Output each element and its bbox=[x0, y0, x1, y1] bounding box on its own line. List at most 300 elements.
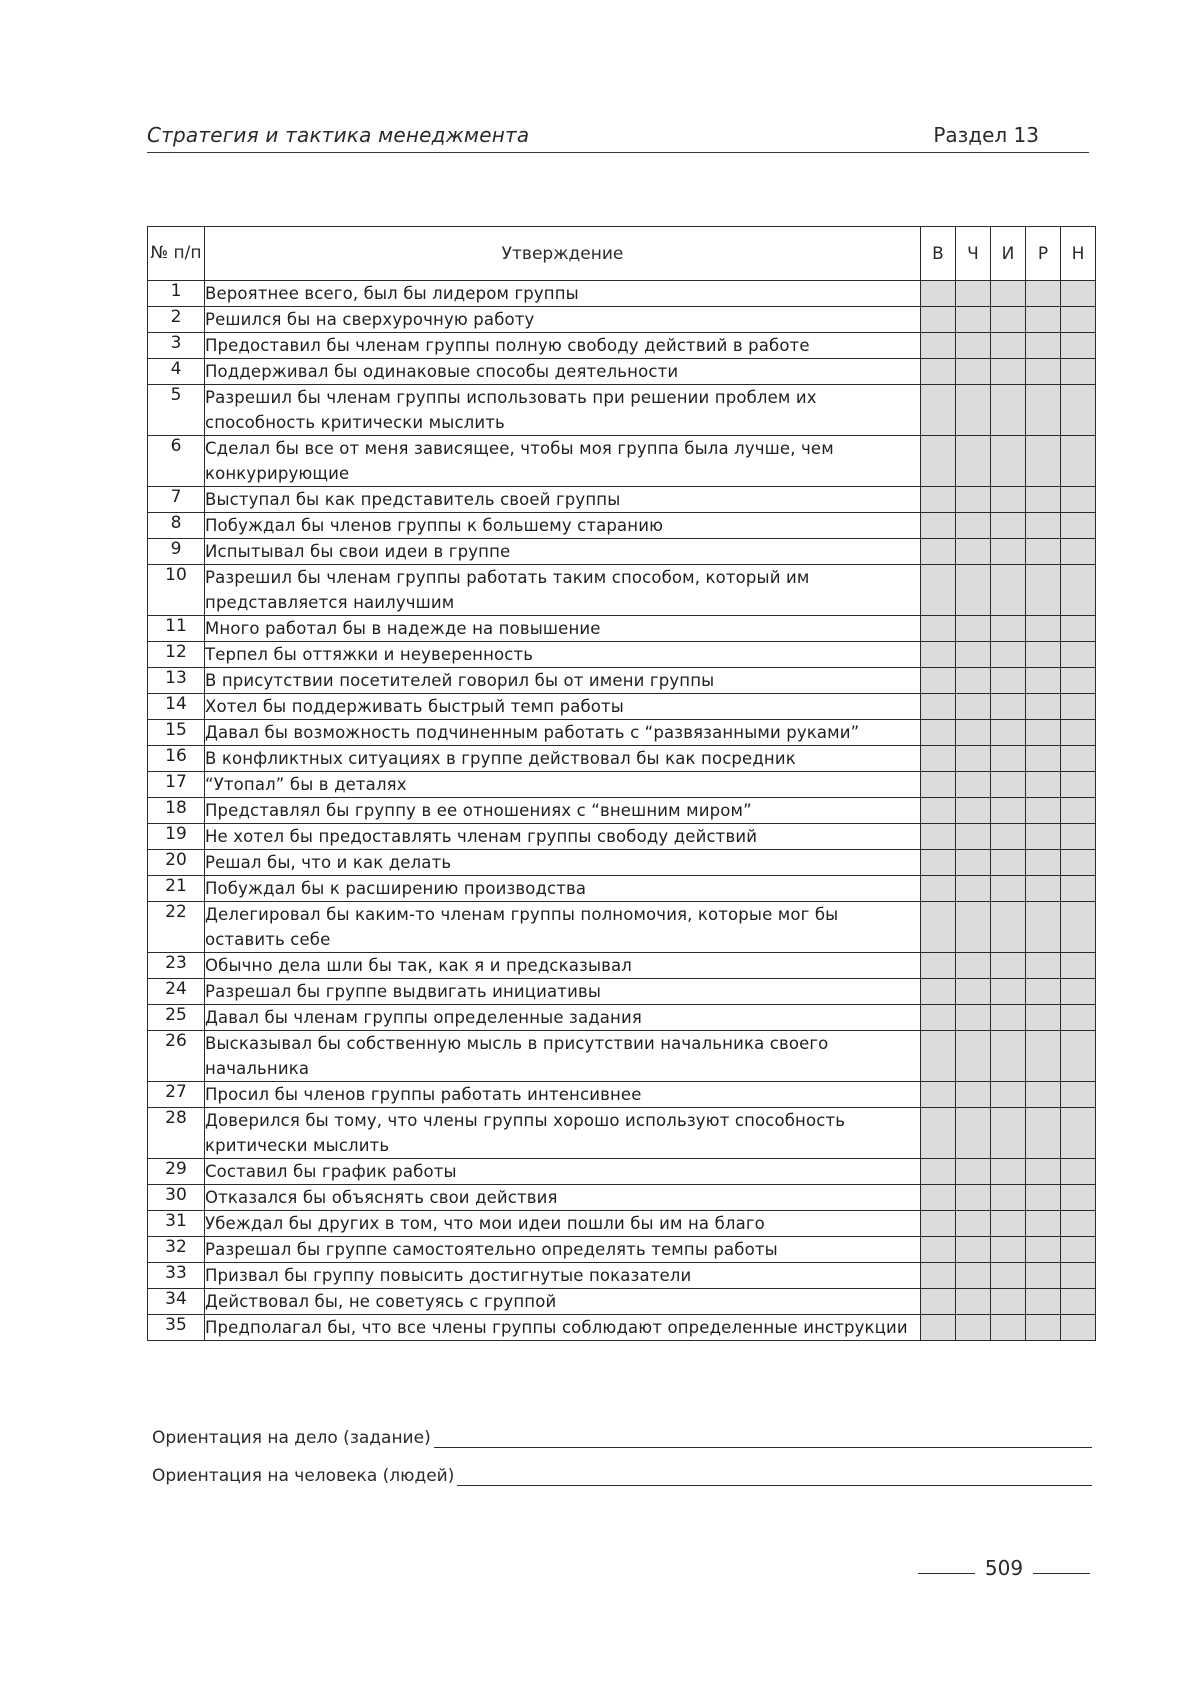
row-number: 1 bbox=[148, 281, 205, 307]
answer-cell-i[interactable] bbox=[991, 1263, 1026, 1289]
answer-cell-r[interactable] bbox=[1026, 1315, 1061, 1341]
answer-cell-r[interactable] bbox=[1026, 1031, 1061, 1082]
answer-cell-r[interactable] bbox=[1026, 1108, 1061, 1159]
table-row bbox=[148, 1263, 1096, 1289]
answer-cell-i[interactable] bbox=[991, 1082, 1026, 1108]
answer-cell-n[interactable] bbox=[1061, 333, 1096, 359]
row-number: 6 bbox=[148, 436, 205, 487]
answer-cell-ch[interactable] bbox=[956, 513, 991, 539]
row-number: 32 bbox=[148, 1237, 205, 1263]
answer-cell-r[interactable] bbox=[1026, 1211, 1061, 1237]
answer-cell-ch[interactable] bbox=[956, 385, 991, 436]
row-number: 16 bbox=[148, 746, 205, 772]
answer-cell-i[interactable] bbox=[991, 513, 1026, 539]
row-number: 13 bbox=[148, 668, 205, 694]
answer-cell-v[interactable] bbox=[921, 436, 956, 487]
task-orientation-label: Ориентация на дело (задание) bbox=[152, 1428, 431, 1448]
answer-cell-n[interactable] bbox=[1061, 694, 1096, 720]
statement-text: Не хотел бы предоставлять членам группы свободу действий bbox=[205, 824, 921, 850]
answer-cell-v[interactable] bbox=[921, 1211, 956, 1237]
answer-cell-i[interactable] bbox=[991, 359, 1026, 385]
row-number: 22 bbox=[148, 902, 205, 953]
answer-cell-i[interactable] bbox=[991, 876, 1026, 902]
answer-cell-ch[interactable] bbox=[956, 772, 991, 798]
answer-cell-n[interactable] bbox=[1061, 1159, 1096, 1185]
answer-cell-n[interactable] bbox=[1061, 824, 1096, 850]
answer-cell-i[interactable] bbox=[991, 798, 1026, 824]
answer-cell-v[interactable] bbox=[921, 850, 956, 876]
table-row bbox=[148, 1159, 1096, 1185]
answer-cell-v[interactable] bbox=[921, 307, 956, 333]
answer-cell-v[interactable] bbox=[921, 902, 956, 953]
answer-cell-ch[interactable] bbox=[956, 436, 991, 487]
statement-text: Сделал бы все от меня зависящее, чтобы моя группа была лучше, чем конкурирующие bbox=[205, 436, 921, 487]
statement-column-header: Утверждение bbox=[205, 227, 921, 281]
answer-cell-n[interactable] bbox=[1061, 668, 1096, 694]
answer-header-ch: Ч bbox=[956, 227, 991, 281]
answer-cell-v[interactable] bbox=[921, 1315, 956, 1341]
answer-cell-n[interactable] bbox=[1061, 385, 1096, 436]
answer-cell-n[interactable] bbox=[1061, 436, 1096, 487]
answer-cell-v[interactable] bbox=[921, 333, 956, 359]
answer-cell-r[interactable] bbox=[1026, 565, 1061, 616]
answer-cell-ch[interactable] bbox=[956, 798, 991, 824]
answer-cell-v[interactable] bbox=[921, 565, 956, 616]
answer-cell-r[interactable] bbox=[1026, 1237, 1061, 1263]
table-row bbox=[148, 902, 1096, 953]
answer-cell-ch[interactable] bbox=[956, 979, 991, 1005]
answer-cell-ch[interactable] bbox=[956, 720, 991, 746]
table-row bbox=[148, 746, 1096, 772]
answer-cell-r[interactable] bbox=[1026, 642, 1061, 668]
answer-cell-i[interactable] bbox=[991, 979, 1026, 1005]
answer-header-r: Р bbox=[1026, 227, 1061, 281]
row-number: 17 bbox=[148, 772, 205, 798]
answer-cell-i[interactable] bbox=[991, 1108, 1026, 1159]
answer-cell-r[interactable] bbox=[1026, 436, 1061, 487]
row-number: 12 bbox=[148, 642, 205, 668]
answer-cell-ch[interactable] bbox=[956, 824, 991, 850]
statement-text: Разрешил бы членам группы использовать при решении проблем их способность критически мыслить bbox=[205, 385, 921, 436]
answer-cell-ch[interactable] bbox=[956, 1031, 991, 1082]
statement-text: Разрешал бы группе выдвигать инициативы bbox=[205, 979, 921, 1005]
answer-cell-n[interactable] bbox=[1061, 539, 1096, 565]
answer-cell-n[interactable] bbox=[1061, 487, 1096, 513]
row-number: 9 bbox=[148, 539, 205, 565]
row-number: 25 bbox=[148, 1005, 205, 1031]
answer-cell-r[interactable] bbox=[1026, 487, 1061, 513]
answer-cell-i[interactable] bbox=[991, 746, 1026, 772]
answer-cell-v[interactable] bbox=[921, 1237, 956, 1263]
row-number: 33 bbox=[148, 1263, 205, 1289]
answer-cell-r[interactable] bbox=[1026, 539, 1061, 565]
page-footer bbox=[918, 1555, 1090, 1581]
answer-cell-r[interactable] bbox=[1026, 333, 1061, 359]
answer-cell-i[interactable] bbox=[991, 1185, 1026, 1211]
statement-text: В присутствии посетителей говорил бы от имени группы bbox=[205, 668, 921, 694]
answer-cell-v[interactable] bbox=[921, 720, 956, 746]
answer-cell-r[interactable] bbox=[1026, 307, 1061, 333]
answer-cell-ch[interactable] bbox=[956, 333, 991, 359]
answer-cell-r[interactable] bbox=[1026, 359, 1061, 385]
answer-cell-v[interactable] bbox=[921, 746, 956, 772]
statement-text: Решился бы на сверхурочную работу bbox=[205, 307, 921, 333]
answer-cell-ch[interactable] bbox=[956, 359, 991, 385]
answer-cell-n[interactable] bbox=[1061, 307, 1096, 333]
answer-cell-ch[interactable] bbox=[956, 876, 991, 902]
answer-cell-n[interactable] bbox=[1061, 359, 1096, 385]
table-row bbox=[148, 694, 1096, 720]
answer-cell-n[interactable] bbox=[1061, 979, 1096, 1005]
row-number: 34 bbox=[148, 1289, 205, 1315]
answer-cell-r[interactable] bbox=[1026, 824, 1061, 850]
table-row bbox=[148, 333, 1096, 359]
answer-cell-r[interactable] bbox=[1026, 1289, 1061, 1315]
answer-cell-n[interactable] bbox=[1061, 1082, 1096, 1108]
answer-cell-ch[interactable] bbox=[956, 1082, 991, 1108]
statement-text: Хотел бы поддерживать быстрый темп работы bbox=[205, 694, 921, 720]
answer-cell-r[interactable] bbox=[1026, 1082, 1061, 1108]
table-row bbox=[148, 1082, 1096, 1108]
answer-cell-ch[interactable] bbox=[956, 1211, 991, 1237]
footer-rule-right bbox=[1033, 1573, 1090, 1574]
answer-cell-ch[interactable] bbox=[956, 1289, 991, 1315]
answer-cell-v[interactable] bbox=[921, 642, 956, 668]
answer-cell-n[interactable] bbox=[1061, 1315, 1096, 1341]
answer-cell-n[interactable] bbox=[1061, 1237, 1096, 1263]
answer-cell-v[interactable] bbox=[921, 1031, 956, 1082]
answer-cell-n[interactable] bbox=[1061, 902, 1096, 953]
table-row bbox=[148, 436, 1096, 487]
answer-cell-i[interactable] bbox=[991, 1289, 1026, 1315]
answer-cell-r[interactable] bbox=[1026, 772, 1061, 798]
table-header-row bbox=[148, 227, 1096, 281]
answer-cell-i[interactable] bbox=[991, 902, 1026, 953]
section-label: Раздел 13 bbox=[933, 123, 1039, 147]
answer-cell-v[interactable] bbox=[921, 616, 956, 642]
answer-cell-ch[interactable] bbox=[956, 1237, 991, 1263]
answer-cell-v[interactable] bbox=[921, 1185, 956, 1211]
statement-text: Давал бы членам группы определенные задания bbox=[205, 1005, 921, 1031]
answer-header-v: В bbox=[921, 227, 956, 281]
table-row bbox=[148, 1289, 1096, 1315]
answer-cell-r[interactable] bbox=[1026, 850, 1061, 876]
row-number: 2 bbox=[148, 307, 205, 333]
answer-cell-i[interactable] bbox=[991, 487, 1026, 513]
answer-cell-n[interactable] bbox=[1061, 281, 1096, 307]
answer-cell-v[interactable] bbox=[921, 979, 956, 1005]
statement-text: Составил бы график работы bbox=[205, 1159, 921, 1185]
answer-cell-ch[interactable] bbox=[956, 307, 991, 333]
answer-cell-r[interactable] bbox=[1026, 513, 1061, 539]
row-number: 5 bbox=[148, 385, 205, 436]
answer-cell-v[interactable] bbox=[921, 694, 956, 720]
row-number: 28 bbox=[148, 1108, 205, 1159]
statement-text: Действовал бы, не советуясь с группой bbox=[205, 1289, 921, 1315]
answer-cell-r[interactable] bbox=[1026, 668, 1061, 694]
table-row bbox=[148, 1315, 1096, 1341]
page-header bbox=[147, 118, 1089, 153]
statement-text: Побуждал бы членов группы к большему старанию bbox=[205, 513, 921, 539]
row-number: 24 bbox=[148, 979, 205, 1005]
table-row bbox=[148, 539, 1096, 565]
answer-cell-n[interactable] bbox=[1061, 720, 1096, 746]
answer-cell-v[interactable] bbox=[921, 1289, 956, 1315]
table-row bbox=[148, 668, 1096, 694]
row-number: 7 bbox=[148, 487, 205, 513]
row-number: 21 bbox=[148, 876, 205, 902]
statement-text: Высказывал бы собственную мысль в присутствии начальника своего начальника bbox=[205, 1031, 921, 1082]
answer-cell-v[interactable] bbox=[921, 953, 956, 979]
answer-cell-i[interactable] bbox=[991, 1005, 1026, 1031]
answer-cell-i[interactable] bbox=[991, 850, 1026, 876]
answer-cell-ch[interactable] bbox=[956, 281, 991, 307]
answer-cell-ch[interactable] bbox=[956, 642, 991, 668]
answer-cell-r[interactable] bbox=[1026, 1185, 1061, 1211]
statement-text: В конфликтных ситуациях в группе действовал бы как посредник bbox=[205, 746, 921, 772]
answer-cell-i[interactable] bbox=[991, 307, 1026, 333]
row-number: 29 bbox=[148, 1159, 205, 1185]
answer-cell-ch[interactable] bbox=[956, 1108, 991, 1159]
answer-cell-v[interactable] bbox=[921, 359, 956, 385]
table-row bbox=[148, 385, 1096, 436]
answer-cell-n[interactable] bbox=[1061, 1289, 1096, 1315]
answer-cell-r[interactable] bbox=[1026, 281, 1061, 307]
row-number: 11 bbox=[148, 616, 205, 642]
answer-cell-v[interactable] bbox=[921, 513, 956, 539]
answer-cell-ch[interactable] bbox=[956, 1159, 991, 1185]
table-row bbox=[148, 1185, 1096, 1211]
answer-header-i: И bbox=[991, 227, 1026, 281]
answer-cell-n[interactable] bbox=[1061, 642, 1096, 668]
answer-cell-i[interactable] bbox=[991, 824, 1026, 850]
answer-header-n: Н bbox=[1061, 227, 1096, 281]
row-number: 20 bbox=[148, 850, 205, 876]
answer-cell-r[interactable] bbox=[1026, 1263, 1061, 1289]
answer-cell-n[interactable] bbox=[1061, 1031, 1096, 1082]
answer-cell-n[interactable] bbox=[1061, 876, 1096, 902]
table-row bbox=[148, 876, 1096, 902]
answer-cell-n[interactable] bbox=[1061, 772, 1096, 798]
answer-cell-i[interactable] bbox=[991, 333, 1026, 359]
statement-text: Давал бы возможность подчиненным работать с “развязанными руками” bbox=[205, 720, 921, 746]
statement-text: Предоставил бы членам группы полную свободу действий в работе bbox=[205, 333, 921, 359]
statement-text: Разрешил бы членам группы работать таким способом, который им представляется наилучшим bbox=[205, 565, 921, 616]
answer-cell-n[interactable] bbox=[1061, 1108, 1096, 1159]
table-row bbox=[148, 1237, 1096, 1263]
statement-text: Выступал бы как представитель своей группы bbox=[205, 487, 921, 513]
answer-cell-i[interactable] bbox=[991, 436, 1026, 487]
statement-text: Отказался бы объяснять свои действия bbox=[205, 1185, 921, 1211]
answer-cell-v[interactable] bbox=[921, 487, 956, 513]
row-number: 31 bbox=[148, 1211, 205, 1237]
page-number: 509 bbox=[984, 1556, 1024, 1580]
answer-cell-ch[interactable] bbox=[956, 668, 991, 694]
answer-cell-r[interactable] bbox=[1026, 694, 1061, 720]
answer-cell-ch[interactable] bbox=[956, 565, 991, 616]
answer-cell-ch[interactable] bbox=[956, 850, 991, 876]
answer-cell-v[interactable] bbox=[921, 668, 956, 694]
answer-cell-n[interactable] bbox=[1061, 616, 1096, 642]
footer-rule-left bbox=[918, 1573, 975, 1574]
answer-cell-i[interactable] bbox=[991, 720, 1026, 746]
row-number: 19 bbox=[148, 824, 205, 850]
answer-cell-v[interactable] bbox=[921, 1263, 956, 1289]
answer-cell-r[interactable] bbox=[1026, 798, 1061, 824]
row-number: 18 bbox=[148, 798, 205, 824]
table-row bbox=[148, 953, 1096, 979]
answer-cell-i[interactable] bbox=[991, 539, 1026, 565]
answer-cell-v[interactable] bbox=[921, 281, 956, 307]
people-orientation-blank[interactable] bbox=[457, 1467, 1092, 1486]
task-orientation-blank[interactable] bbox=[434, 1429, 1092, 1448]
statement-text: Призвал бы группу повысить достигнутые показатели bbox=[205, 1263, 921, 1289]
answer-cell-n[interactable] bbox=[1061, 850, 1096, 876]
answer-cell-ch[interactable] bbox=[956, 902, 991, 953]
statement-text: Решал бы, что и как делать bbox=[205, 850, 921, 876]
answer-cell-i[interactable] bbox=[991, 953, 1026, 979]
table-row bbox=[148, 850, 1096, 876]
answer-cell-n[interactable] bbox=[1061, 1005, 1096, 1031]
answer-cell-n[interactable] bbox=[1061, 798, 1096, 824]
answer-cell-v[interactable] bbox=[921, 798, 956, 824]
answer-cell-r[interactable] bbox=[1026, 902, 1061, 953]
answer-cell-r[interactable] bbox=[1026, 616, 1061, 642]
answer-cell-n[interactable] bbox=[1061, 746, 1096, 772]
running-title: Стратегия и тактика менеджмента bbox=[147, 123, 530, 147]
answer-cell-ch[interactable] bbox=[956, 694, 991, 720]
statement-text: Обычно дела шли бы так, как я и предсказывал bbox=[205, 953, 921, 979]
answer-cell-v[interactable] bbox=[921, 1159, 956, 1185]
answer-cell-ch[interactable] bbox=[956, 1005, 991, 1031]
answer-cell-n[interactable] bbox=[1061, 513, 1096, 539]
number-column-header: № п/п bbox=[148, 227, 205, 281]
answer-cell-ch[interactable] bbox=[956, 953, 991, 979]
statement-text: Вероятнее всего, был бы лидером группы bbox=[205, 281, 921, 307]
answer-cell-r[interactable] bbox=[1026, 385, 1061, 436]
statement-text: Терпел бы оттяжки и неуверенность bbox=[205, 642, 921, 668]
answer-cell-ch[interactable] bbox=[956, 746, 991, 772]
row-number: 8 bbox=[148, 513, 205, 539]
table-row bbox=[148, 359, 1096, 385]
answer-cell-ch[interactable] bbox=[956, 616, 991, 642]
table-row bbox=[148, 720, 1096, 746]
answer-cell-v[interactable] bbox=[921, 539, 956, 565]
row-number: 23 bbox=[148, 953, 205, 979]
answer-cell-i[interactable] bbox=[991, 565, 1026, 616]
row-number: 26 bbox=[148, 1031, 205, 1082]
answer-cell-ch[interactable] bbox=[956, 539, 991, 565]
statement-text: Много работал бы в надежде на повышение bbox=[205, 616, 921, 642]
answer-cell-i[interactable] bbox=[991, 772, 1026, 798]
table-row bbox=[148, 1005, 1096, 1031]
answer-cell-v[interactable] bbox=[921, 772, 956, 798]
answer-cell-v[interactable] bbox=[921, 876, 956, 902]
answer-cell-n[interactable] bbox=[1061, 565, 1096, 616]
table-row bbox=[148, 979, 1096, 1005]
answer-cell-ch[interactable] bbox=[956, 1263, 991, 1289]
row-number: 3 bbox=[148, 333, 205, 359]
answer-cell-n[interactable] bbox=[1061, 1185, 1096, 1211]
answer-cell-i[interactable] bbox=[991, 281, 1026, 307]
answer-cell-i[interactable] bbox=[991, 616, 1026, 642]
answer-cell-i[interactable] bbox=[991, 1211, 1026, 1237]
answer-cell-i[interactable] bbox=[991, 385, 1026, 436]
table-row bbox=[148, 642, 1096, 668]
answer-cell-ch[interactable] bbox=[956, 1315, 991, 1341]
row-number: 14 bbox=[148, 694, 205, 720]
answer-cell-v[interactable] bbox=[921, 385, 956, 436]
answer-cell-v[interactable] bbox=[921, 1108, 956, 1159]
statement-text: Поддерживал бы одинаковые способы деятельности bbox=[205, 359, 921, 385]
answer-cell-r[interactable] bbox=[1026, 876, 1061, 902]
answer-cell-v[interactable] bbox=[921, 824, 956, 850]
table-row bbox=[148, 1108, 1096, 1159]
answer-cell-r[interactable] bbox=[1026, 979, 1061, 1005]
answer-cell-n[interactable] bbox=[1061, 1263, 1096, 1289]
answer-cell-i[interactable] bbox=[991, 694, 1026, 720]
answer-cell-r[interactable] bbox=[1026, 746, 1061, 772]
table-row bbox=[148, 616, 1096, 642]
table-row bbox=[148, 824, 1096, 850]
row-number: 27 bbox=[148, 1082, 205, 1108]
table-row bbox=[148, 1031, 1096, 1082]
statement-text: Просил бы членов группы работать интенсивнее bbox=[205, 1082, 921, 1108]
table-row bbox=[148, 513, 1096, 539]
table-row bbox=[148, 487, 1096, 513]
task-orientation-line bbox=[152, 1428, 1092, 1448]
answer-cell-n[interactable] bbox=[1061, 953, 1096, 979]
answer-cell-r[interactable] bbox=[1026, 720, 1061, 746]
table-row bbox=[148, 798, 1096, 824]
row-number: 15 bbox=[148, 720, 205, 746]
statement-text: Побуждал бы к расширению производства bbox=[205, 876, 921, 902]
answer-cell-i[interactable] bbox=[991, 642, 1026, 668]
answer-cell-i[interactable] bbox=[991, 668, 1026, 694]
table-row bbox=[148, 1211, 1096, 1237]
statement-text: Предполагал бы, что все члены группы соблюдают определенные инструкции bbox=[205, 1315, 921, 1341]
row-number: 35 bbox=[148, 1315, 205, 1341]
answer-cell-i[interactable] bbox=[991, 1159, 1026, 1185]
answer-cell-i[interactable] bbox=[991, 1031, 1026, 1082]
row-number: 30 bbox=[148, 1185, 205, 1211]
answer-cell-r[interactable] bbox=[1026, 1005, 1061, 1031]
statement-text: Делегировал бы каким-то членам группы полномочия, которые мог бы оставить себе bbox=[205, 902, 921, 953]
row-number: 10 bbox=[148, 565, 205, 616]
answer-cell-ch[interactable] bbox=[956, 1185, 991, 1211]
answer-cell-i[interactable] bbox=[991, 1315, 1026, 1341]
answer-cell-v[interactable] bbox=[921, 1005, 956, 1031]
table-row bbox=[148, 281, 1096, 307]
table-row bbox=[148, 565, 1096, 616]
people-orientation-label: Ориентация на человека (людей) bbox=[152, 1466, 455, 1486]
answer-cell-v[interactable] bbox=[921, 1082, 956, 1108]
statement-text: Разрешал бы группе самостоятельно определять темпы работы bbox=[205, 1237, 921, 1263]
statement-text: Испытывал бы свои идеи в группе bbox=[205, 539, 921, 565]
answer-cell-r[interactable] bbox=[1026, 1159, 1061, 1185]
statement-text: “Утопал” бы в деталях bbox=[205, 772, 921, 798]
table-row bbox=[148, 772, 1096, 798]
answer-cell-i[interactable] bbox=[991, 1237, 1026, 1263]
answer-cell-r[interactable] bbox=[1026, 953, 1061, 979]
answer-cell-ch[interactable] bbox=[956, 487, 991, 513]
questionnaire-table bbox=[147, 226, 1096, 1341]
people-orientation-line bbox=[152, 1466, 1092, 1486]
row-number: 4 bbox=[148, 359, 205, 385]
table-row bbox=[148, 307, 1096, 333]
statement-text: Доверился бы тому, что члены группы хорошо используют способность критически мыслить bbox=[205, 1108, 921, 1159]
answer-cell-n[interactable] bbox=[1061, 1211, 1096, 1237]
